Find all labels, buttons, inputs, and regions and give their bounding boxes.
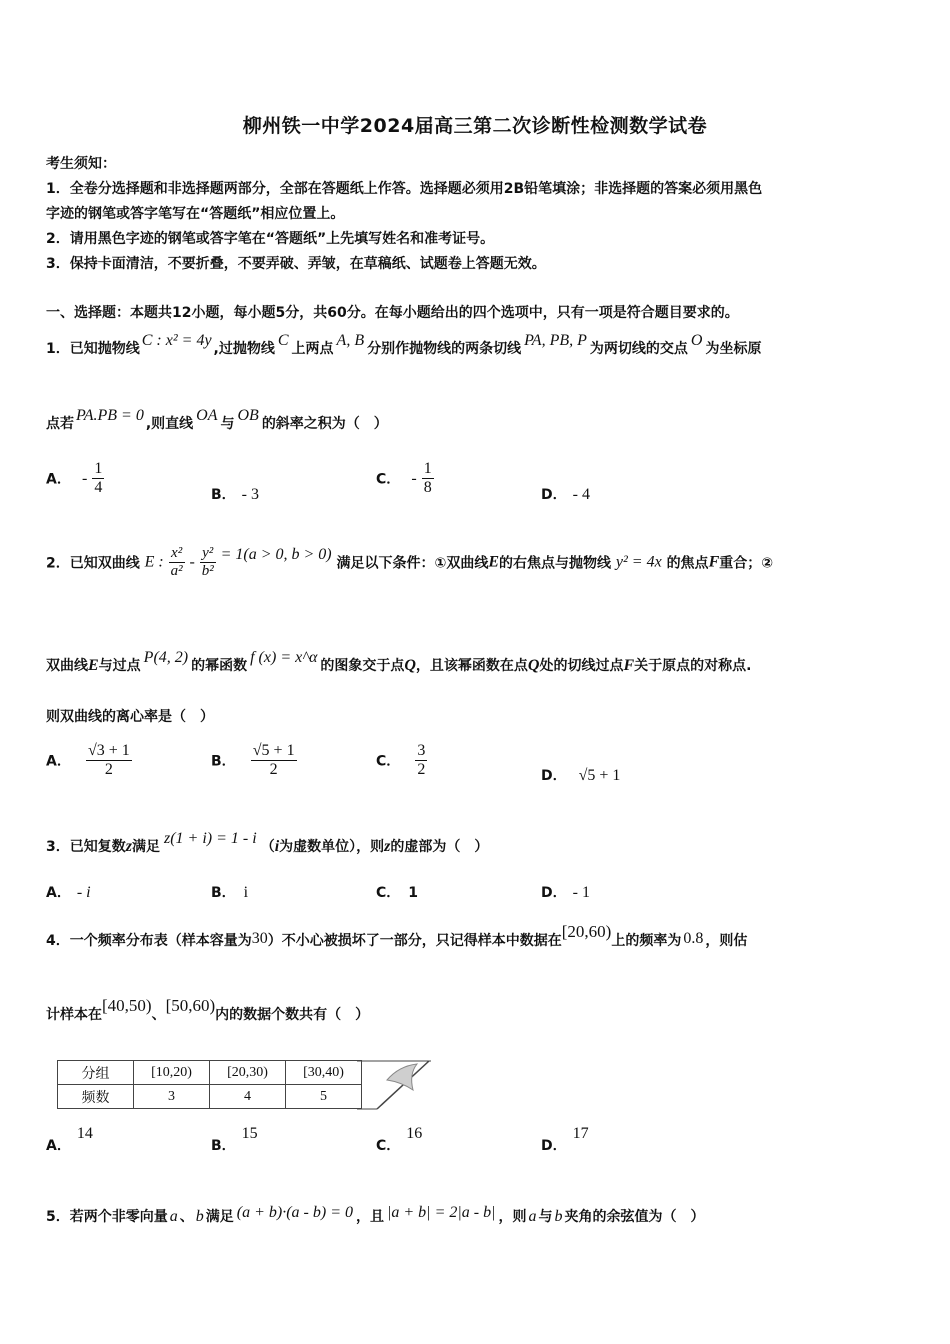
table-header-cell: [30,40) xyxy=(286,1061,362,1085)
question-2-line-3: 则双曲线的离心率是（ ） xyxy=(46,709,214,725)
frequency-table xyxy=(57,1060,431,1112)
question-1-option-c[interactable]: C． - $\frac{1}{8}$ xyxy=(376,460,432,496)
question-3-option-b[interactable]: B． i xyxy=(211,884,249,901)
question-2-option-b[interactable]: B． $\frac{√5 + 1}{2}$ xyxy=(211,742,295,778)
question-3-line-1: 3．已知复数z满足 z(1 + i) = 1 - i （i为虚数单位），则z的虚部为（ ） xyxy=(46,830,489,855)
math-parabola: C : x² = 4y xyxy=(141,332,212,349)
question-2-line-2: 双曲线E与过点 P(4, 2) 的幂函数 f (x) = x^α 的图象交于点Q，且该幂函数在点Q处的切线过点F关于原点的对称点. xyxy=(46,649,752,674)
question-2-option-a[interactable]: A． $\frac{√3 + 1}{2}$ xyxy=(46,742,130,778)
notice-item-3: 3．保持卡面清洁，不要折叠，不要弄破、弄皱，在草稿纸、试题卷上答题无效。 xyxy=(46,256,546,272)
question-1-option-a[interactable]: A． - $\frac{1}{4}$ xyxy=(46,460,103,496)
section-heading: 一、选择题：本题共12小题，每小题5分，共60分。在每小题给出的四个选项中，只有一项是符合题目要求的。 xyxy=(46,305,739,321)
torn-corner-graphic xyxy=(357,1060,431,1110)
question-4-option-a[interactable]: A．14 xyxy=(46,1125,93,1154)
question-3-option-d[interactable]: D． - 1 xyxy=(541,884,590,901)
notice-item-1-line-1: 1．全卷分选择题和非选择题两部分，全部在答题纸上作答。选择题必须用2B铅笔填涂；非选择题的答案必须用黑色 xyxy=(46,181,763,197)
question-2-option-d[interactable]: D． √5 + 1 xyxy=(541,767,621,784)
table-header-cell: 分组 xyxy=(58,1061,134,1085)
question-2-line-1: 2．已知双曲线 E : $\frac{\text{x²}}{\text{a²}}$ - $\frac{\text{y²}}{\text{b²}}$ = 1(a > 0, b > 0) 满足以下条件：①双曲线E的右焦点与抛物线 y² = 4x 的焦点F重合；② xyxy=(46,545,774,579)
table-row-cell: 5 xyxy=(286,1085,362,1109)
table-header-cell: [20,30) xyxy=(210,1061,286,1085)
table-row-cell: 4 xyxy=(210,1085,286,1109)
question-1-line-1: 1．已知抛物线 C : x² = 4y ,过抛物线 C 上两点 A, B 分别作抛物线的两条切线 PA, PB, P 为两切线的交点 O 为坐标原 xyxy=(46,332,762,357)
notice-heading: 考生须知： xyxy=(46,156,116,172)
question-4-option-b[interactable]: B．15 xyxy=(211,1125,258,1154)
question-4-line-2: 计样本在[40,50)、[50,60)内的数据个数共有（ ） xyxy=(46,996,370,1023)
table-header-cell: [10,20) xyxy=(134,1061,210,1085)
question-2-option-c[interactable]: C． $\frac{3}{2}$ xyxy=(376,742,426,778)
notice-item-2: 2．请用黑色字迹的钢笔或答字笔在“答题纸”上先填写姓名和准考证号。 xyxy=(46,231,495,247)
question-4-option-d[interactable]: D．17 xyxy=(541,1125,589,1154)
question-3-option-a[interactable]: A． - i xyxy=(46,884,91,901)
question-5-line-1: 5．若两个非零向量 a 、 b 满足 (a + b)·(a - b) = 0 ，且 |a + b| = 2|a - b| ，则 a 与 b 夹角的余弦值为（ ） xyxy=(46,1204,705,1225)
question-1-line-2: 点若 PA.PB = 0 ,则直线 OA 与 OB 的斜率之积为（ ） xyxy=(46,407,388,432)
question-1-option-d[interactable]: D． - 4 xyxy=(541,486,590,503)
notice-item-1-line-2: 字迹的钢笔或答字笔写在“答题纸”相应位置上。 xyxy=(46,206,345,222)
question-1-option-b[interactable]: B． - 3 xyxy=(211,486,259,503)
question-4-line-1: 4．一个频率分布表（样本容量为30）不小心被损坏了一部分，只记得样本中数据在[20,60)上的频率为 0.8 ，则估 xyxy=(46,922,748,949)
question-4-option-c[interactable]: C．16 xyxy=(376,1125,423,1154)
question-3-option-c[interactable]: C． 1 xyxy=(376,885,419,901)
table-row-cell: 3 xyxy=(134,1085,210,1109)
page-title: 柳州铁一中学2024届高三第二次诊断性检测数学试卷 xyxy=(242,115,708,137)
table-row-cell: 频数 xyxy=(58,1085,134,1109)
